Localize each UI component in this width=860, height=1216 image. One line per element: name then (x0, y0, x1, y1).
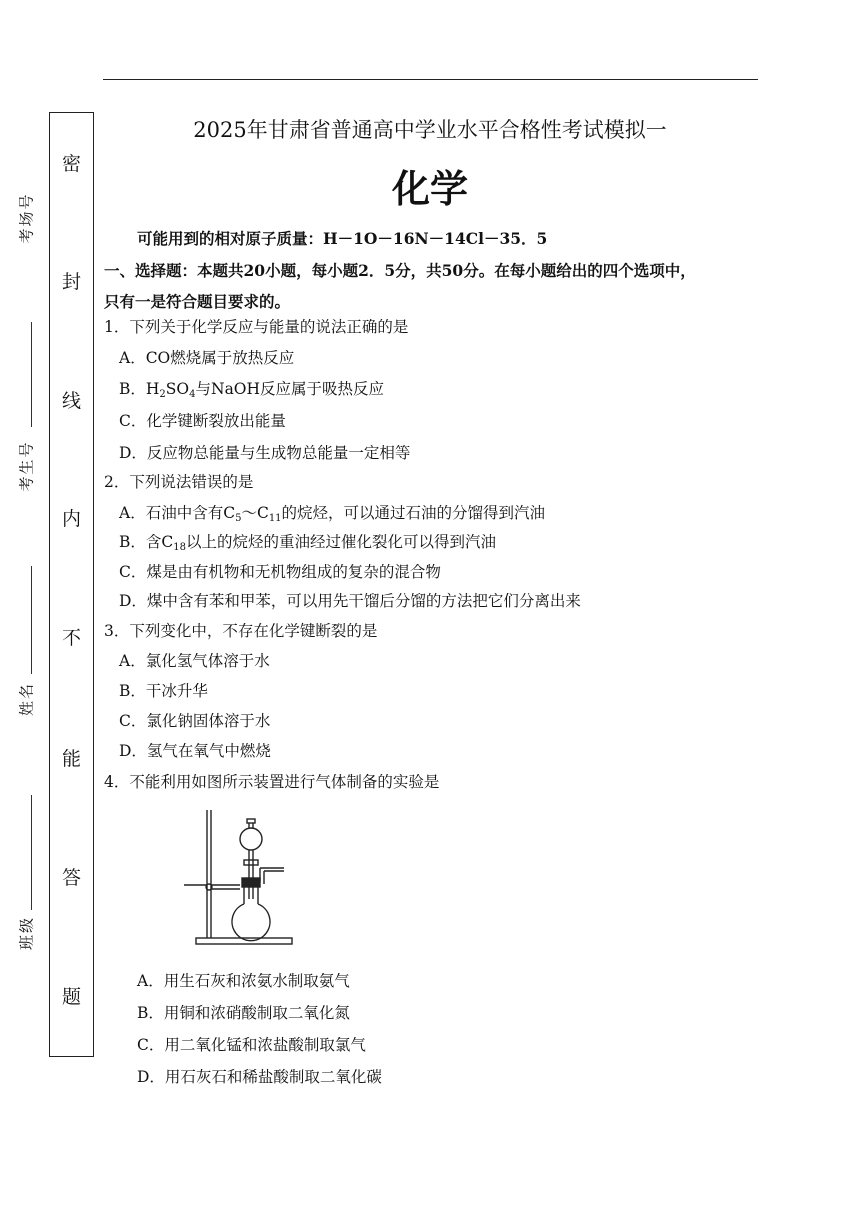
q2-option-b: B．含$C_{18}$以上的烷烃的重油经过催化裂化可以得到汽油 (119, 533, 497, 553)
q1-option-b: B．$H_2SO_4$与NaOH反应属于吸热反应 (119, 380, 385, 400)
seal-char: 能 (61, 748, 81, 770)
q3-option-c: C．氯化钠固体溶于水 (119, 712, 271, 730)
gas-generation-apparatus (180, 804, 300, 950)
seal-char: 线 (61, 390, 81, 412)
q3-option-d: D．氢气在氧气中燃烧 (119, 742, 271, 760)
q1-option-a: A．CO燃烧属于放热反应 (119, 349, 295, 367)
seal-char: 不 (61, 627, 81, 649)
subject-title: 化学 (391, 167, 468, 211)
section-heading-cont: 只有一是符合题目要求的。 (104, 292, 291, 311)
q4-option-a: A．用生石灰和浓氨水制取氨气 (137, 972, 350, 990)
q4-option-b: B．用铜和浓硝酸制取二氧化氮 (137, 1004, 350, 1022)
seal-char: 题 (61, 986, 81, 1008)
top-rule (103, 79, 758, 80)
q2-stem: 2．下列说法错误的是 (104, 473, 254, 491)
seal-char: 封 (61, 271, 81, 293)
seal-char: 密 (61, 153, 81, 175)
q2-option-c: C．煤是由有机物和无机物组成的复杂的混合物 (119, 563, 441, 581)
name-underline (31, 566, 32, 674)
class-underline (31, 795, 32, 910)
q4-option-c: C．用二氧化锰和浓盐酸制取氯气 (137, 1036, 366, 1054)
q1-stem: 1．下列关于化学反应与能量的说法正确的是 (104, 318, 409, 336)
q1-option-c: C．化学键断裂放出能量 (119, 412, 286, 430)
q1-option-d: D．反应物总能量与生成物总能量一定相等 (119, 444, 411, 462)
exam-title: 2025年甘肃省普通高中学业水平合格性考试模拟一 (193, 118, 667, 142)
q2-option-a: A．石油中含有$C_5\sim C_{11}$的烷烃，可以通过石油的分馏得到汽油 (119, 504, 546, 524)
q3-stem: 3．下列变化中，不存在化学键断裂的是 (104, 622, 378, 640)
q4-stem: 4．不能利用如图所示装置进行气体制备的实验是 (104, 773, 440, 791)
q3-option-b: B．干冰升华 (119, 682, 208, 700)
section-heading: 一、选择题：本题共20小题，每小题2．5分，共50分。在每小题给出的四个选项中， (104, 261, 696, 280)
seal-char: 内 (61, 508, 81, 530)
atomic-mass-note: 可能用到的相对原子质量：H－1O－16N－14Cl－35．5 (137, 229, 548, 248)
q4-option-d: D．用石灰石和稀盐酸制取二氧化碳 (137, 1068, 382, 1086)
seal-line-box (49, 112, 94, 1057)
exam-id-underline (31, 322, 32, 427)
seal-char: 答 (61, 867, 81, 889)
q2-option-d: D．煤中含有苯和甲苯，可以用先干馏后分馏的方法把它们分离出来 (119, 592, 581, 610)
q3-option-a: A．氯化氢气体溶于水 (119, 652, 270, 670)
